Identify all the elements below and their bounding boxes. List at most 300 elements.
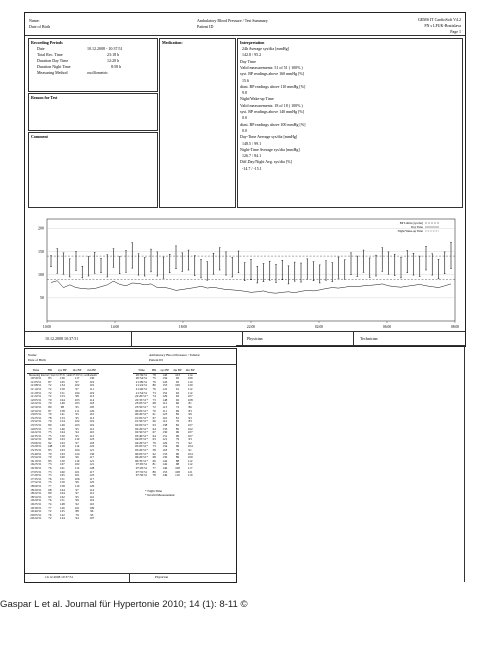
table-cell: 75: [175, 440, 180, 445]
table-cell: 13:55:51: [30, 422, 42, 427]
table-cell: 68: [152, 455, 156, 460]
table-cell: 05:20:51*: [135, 448, 148, 453]
table-cell: 111: [162, 408, 168, 413]
table-cell: 121: [89, 458, 95, 463]
table-cell: 91: [175, 386, 180, 391]
table-cell: 18:22:51: [30, 491, 42, 496]
table-cell: 146: [162, 466, 168, 471]
table-cell: 106: [74, 476, 80, 481]
y-tick-label: 200: [38, 225, 44, 231]
table-cell: 146: [59, 426, 65, 431]
table-cell: 165: [59, 473, 65, 478]
table-cell: 98: [75, 394, 79, 399]
legend-label: Night/Wake-up Time: [397, 229, 423, 234]
x-tick-label: 22:00: [246, 325, 256, 329]
table-cell: 11:22:51: [30, 394, 42, 399]
table-cell: 90: [175, 451, 180, 456]
table-cell: 14:22:51: [30, 430, 42, 435]
table-cell: 119: [89, 379, 95, 384]
table-note: * Invalid Measurement: [145, 493, 175, 497]
table-cell: 68: [48, 487, 52, 492]
table-cell: 96: [75, 455, 79, 460]
table-cell: 19:44:51: [30, 509, 42, 514]
figure-caption: Gaspar L et al. Journal für Hypertonie 2010; 14 (1): 8-11 ©: [0, 599, 248, 610]
table-cell: 129: [162, 394, 168, 399]
interpretation-line: 148.5 / 99.1: [242, 140, 262, 146]
table-cell: 76: [152, 386, 156, 391]
page2-right-rule: [464, 345, 465, 582]
table-cell: 72: [48, 390, 52, 395]
table-cell: 82: [175, 422, 180, 427]
table-cell: 153: [59, 415, 65, 420]
table-cell: 118: [89, 401, 95, 406]
table-cell: 117: [89, 455, 95, 460]
table-cell: 15:54:51: [30, 455, 42, 460]
table-cell: 92: [75, 501, 79, 506]
bp-chart: [25, 209, 465, 331]
interpretation-line: 24h Average sys/dia [mmHg]: [242, 46, 289, 51]
table-cell: 112: [89, 433, 95, 438]
table-cell: 121: [162, 437, 168, 442]
table-cell: 13:05:51: [30, 412, 42, 417]
table-cell: 112: [187, 462, 193, 467]
tabular-title: Ambulatory Blood Pressure / Tabular: [149, 353, 200, 357]
table-cell: 73: [48, 473, 52, 478]
table-cell: 17:35:51: [30, 476, 42, 481]
table-cell: 02:50:51*: [135, 430, 148, 435]
name-label: Name:: [29, 18, 40, 23]
table-cell: 164: [59, 397, 65, 402]
table-cell: 07:35:51: [135, 469, 148, 474]
table-cell: 133: [162, 426, 168, 431]
table-cell: 114: [74, 444, 80, 449]
column-header: sys BP: [55, 369, 70, 373]
table-cell: 02:20:51*: [135, 426, 148, 431]
table-cell: 20:24:51: [30, 516, 42, 521]
table-cell: 01:50:51*: [135, 419, 148, 424]
software-label: GEMS IT CardioSoft V4.2: [417, 17, 461, 22]
table-cell: 76: [48, 498, 52, 503]
table-cell: 130: [162, 455, 168, 460]
table-cell: 61: [152, 412, 156, 417]
table-cell: 21:24:51: [135, 383, 148, 388]
column-header: mn BP: [185, 368, 195, 372]
table-cell: 118: [162, 448, 168, 453]
table-cell: 92: [175, 390, 180, 395]
table-cell: 122: [89, 444, 95, 449]
table-cell: 66: [152, 419, 156, 424]
table-cell: 110: [74, 484, 80, 488]
recording-periods-box: [28, 38, 158, 92]
table-cell: 70: [175, 419, 180, 424]
table-cell: 92: [48, 440, 52, 445]
column-header: dia BP: [70, 369, 85, 373]
table-cell: 95: [75, 426, 79, 431]
footer-date: 10.12.2008 10:37:51: [45, 336, 79, 341]
table-cell: 97: [75, 440, 79, 445]
table-cell: 92: [175, 376, 180, 381]
table-cell: 23:50:51*: [135, 404, 148, 409]
table-cell: 17:05:51: [30, 469, 42, 474]
table-cell: 118: [89, 440, 95, 445]
table-cell: 114: [89, 487, 95, 492]
table-cell: 19:30:51: [30, 505, 42, 510]
table-cell: 103: [74, 397, 80, 402]
y-tick-label: 150: [38, 248, 44, 254]
table-cell: 153: [59, 394, 65, 399]
table-cell: 72: [48, 394, 52, 399]
table-cell: 99: [75, 480, 79, 485]
institution-label: FN s LFUK-Bratislava: [424, 23, 461, 28]
x-tick-label: 08:00: [450, 325, 460, 329]
table-cell: 82: [175, 412, 180, 417]
interpretation-line: Night/Wake-up Time: [240, 96, 274, 102]
table-cell: 158: [59, 484, 65, 488]
table-cell: 13:52:51: [30, 419, 42, 424]
table-cell: 70: [48, 419, 52, 424]
reason-box: [28, 93, 158, 131]
table-cell: 85: [175, 426, 180, 431]
table-cell: 110: [89, 501, 95, 506]
table-cell: 160: [59, 455, 65, 460]
table-cell: 126: [89, 484, 95, 488]
column-header: mn BP: [84, 369, 99, 373]
table-cell: 19:25:51: [30, 501, 42, 506]
report-page-summary: [24, 12, 466, 347]
table-cell: 96: [175, 430, 180, 435]
table-cell: 93: [188, 415, 192, 420]
medication-box: [159, 38, 236, 208]
table-cell: 164: [59, 430, 65, 435]
table-cell: 83: [188, 419, 192, 424]
table-cell: 154: [59, 419, 65, 424]
table-cell: 99: [188, 412, 192, 417]
x-tick-label: 06:00: [382, 325, 392, 329]
table-cell: 73: [48, 426, 52, 431]
table-cell: 06:05:51*: [135, 451, 148, 456]
table-cell: 75: [48, 433, 52, 438]
interpretation-line: 126.7 / 84.1: [242, 153, 262, 159]
table-cell: 77: [48, 505, 52, 510]
table-cell: 102: [74, 462, 80, 467]
table-cell: 77: [152, 466, 156, 471]
table-cell: 101: [74, 505, 80, 510]
table-cell: 122: [59, 512, 65, 517]
table-cell: 70: [48, 397, 52, 402]
table-cell: 15:35:51: [30, 448, 42, 453]
patient-id-label: Patient ID: [197, 24, 214, 29]
table-cell: 74: [152, 394, 156, 399]
table-cell: 112: [187, 390, 193, 395]
table-cell: 01:05:51*: [135, 415, 148, 420]
table-cell: 117: [89, 476, 95, 481]
interpretation-line: 142.8 / 95.2: [242, 52, 262, 58]
table-cell: 22:20:51*: [135, 394, 148, 399]
table-cell: 21:09:51: [135, 379, 148, 384]
table-cell: 73: [48, 469, 52, 474]
table-cell: 126: [162, 440, 168, 445]
pulse-line: [51, 281, 451, 294]
table-cell: 00:20:51*: [135, 412, 148, 417]
table-cell: 73: [48, 480, 52, 485]
table-cell: 153: [162, 469, 168, 474]
table-cell: 76: [48, 476, 52, 481]
period-value: 23:18 h: [107, 52, 120, 57]
table-cell: 151: [59, 390, 65, 395]
table-cell: 18:00:51: [30, 484, 42, 488]
table-cell: 64: [152, 433, 156, 438]
table-cell: 95: [75, 433, 79, 438]
tab-header-divider: [25, 364, 236, 365]
table-cell: 81: [175, 415, 180, 420]
table-cell: 17:52:51: [30, 480, 42, 485]
table-cell: 104: [74, 390, 80, 395]
table-cell: 64: [152, 426, 156, 431]
comment-title: Comment: [31, 134, 48, 139]
table-cell: 16:10:51: [30, 458, 42, 463]
table-cell: 91: [188, 448, 192, 453]
table-cell: 77: [48, 484, 52, 488]
table-cell: 101: [74, 469, 80, 474]
table-cell: 21:40:51: [135, 386, 148, 391]
interpretation-line: Day Time: [240, 58, 256, 64]
table-cell: 17:20:51: [30, 473, 42, 478]
header-divider: [25, 35, 465, 36]
table-cell: 75: [152, 376, 156, 381]
page-number: Page 1: [450, 29, 461, 34]
table-cell: 72: [175, 404, 180, 409]
table-cell: 142: [162, 458, 168, 463]
table-cell: 102: [187, 426, 193, 431]
table-cell: 93: [48, 494, 52, 499]
table-row: [27, 517, 99, 521]
table-cell: 121: [89, 448, 95, 453]
table-cell: 70: [48, 412, 52, 417]
table-cell: 151: [59, 498, 65, 503]
table-cell: 11:08:51: [30, 383, 42, 388]
x-tick-label: 18:00: [178, 325, 188, 329]
table-cell: 113: [89, 394, 95, 399]
readings-table-right: [133, 369, 197, 478]
table-cell: 97: [75, 491, 79, 496]
table-cell: 00:05:51*: [135, 408, 148, 413]
table-cell: 15:06:51: [30, 440, 42, 445]
table-cell: 149: [59, 422, 65, 427]
table-cell: 73: [152, 444, 156, 449]
table-cell: 162: [59, 494, 65, 499]
table-cell: 149: [162, 473, 168, 478]
table-cell: 11:14:51: [30, 386, 42, 391]
table-cell: 143: [162, 379, 168, 384]
table-cell: 163: [59, 437, 65, 442]
table-cell: 80: [48, 422, 52, 427]
table-cell: 96: [175, 444, 180, 449]
table-cell: 66: [152, 458, 156, 463]
tab-footer-date: 10.12.2008 10:37:51: [45, 575, 74, 579]
table-cell: 111: [89, 386, 95, 391]
x-tick-label: 02:00: [314, 325, 324, 329]
table-cell: 102: [74, 383, 80, 388]
table-cell: 131: [162, 433, 168, 438]
reason-title: Reason for Test: [31, 95, 58, 100]
table-cell: 107: [187, 430, 193, 435]
table-cell: 78: [48, 415, 52, 420]
column-header: HR: [151, 368, 157, 372]
table-cell: 140: [162, 372, 168, 377]
table-cell: 148: [47, 444, 53, 449]
table-cell: 62: [152, 451, 156, 456]
dob-label: Date of Birth: [29, 24, 51, 29]
interpretation-line: 15.6: [242, 77, 249, 83]
table-cell: 93: [188, 437, 192, 442]
table-cell: 70: [152, 408, 156, 413]
table-cell: 106: [187, 376, 193, 381]
table-cell: 07:20:51: [135, 466, 148, 471]
table-cell: 69: [175, 408, 180, 413]
table-cell: 13:25:51: [30, 415, 42, 420]
interpretation-line: 9.8: [242, 90, 247, 96]
table-cell: 108: [187, 397, 193, 402]
column-header: Time: [133, 369, 150, 373]
table-cell: 117: [187, 466, 193, 471]
table-cell: 06:20:51*: [135, 455, 148, 460]
interpretation-line: 0.0: [242, 127, 247, 133]
table-cell: 104: [187, 451, 193, 456]
tab-footer-divider: [25, 573, 236, 574]
column-header: sys BP: [160, 368, 170, 372]
table-cell: 72: [48, 516, 52, 521]
table-cell: 89: [152, 469, 156, 474]
table-cell: 10:50:51: [30, 376, 42, 381]
table-cell: 81: [152, 462, 156, 467]
table-cell: 16:39:51: [30, 466, 42, 471]
medication-title: Medication:: [162, 40, 183, 45]
table-cell: 88: [175, 458, 180, 463]
table-cell: 161: [59, 466, 65, 471]
table-cell: 142: [162, 462, 168, 467]
footer-divider: [25, 331, 465, 332]
period-value: 12:20 h: [107, 58, 120, 63]
table-header-row: [27, 369, 99, 373]
table-cell: 96: [90, 509, 94, 514]
report-page-tabular: [24, 348, 237, 583]
period-value: 10.12.2008 - 10:37:51: [87, 46, 123, 51]
table-cell: 89: [175, 455, 180, 460]
table-cell: 80: [152, 383, 156, 388]
table-cell: 04:05:51*: [135, 437, 148, 442]
page2-top-rule: [236, 345, 465, 346]
table-cell: 112: [162, 401, 168, 406]
interpretation-line: syst. BP readings above 160 mmHg [%]: [240, 71, 305, 77]
interpretation-line: Valid measurements: 51 of 51 ( 100% ): [240, 64, 303, 70]
table-cell: 78: [152, 473, 156, 478]
table-cell: 112: [74, 466, 80, 471]
period-label: Measuring Method: [37, 70, 68, 75]
table-cell: 163: [59, 451, 65, 456]
table-cell: 165: [59, 379, 65, 384]
table-cell: 67: [152, 415, 156, 420]
table-cell: 92: [175, 397, 180, 402]
table-cell: 93: [90, 512, 94, 517]
y-tick-label: 50: [40, 295, 44, 301]
table-cell: 75: [48, 430, 52, 435]
table-cell: 150: [59, 480, 65, 485]
table-cell: 96: [175, 433, 180, 438]
table-cell: 80: [48, 491, 52, 496]
x-tick-label: 14:00: [110, 325, 120, 329]
table-cell: 76: [48, 512, 52, 517]
table-cell: 95: [75, 404, 79, 409]
table-cell: 117: [74, 376, 80, 381]
table-cell: 70: [48, 401, 52, 406]
table-cell: 141: [59, 412, 65, 417]
table-cell: 103: [74, 422, 80, 427]
report-title: Ambulatory Blood Pressure / Test Summary: [197, 18, 268, 23]
table-cell: 107: [187, 433, 193, 438]
footer-sep-2: [242, 331, 243, 346]
table-cell: 94: [75, 430, 79, 435]
table-cell: 110: [74, 437, 80, 442]
table-cell: 87: [48, 408, 52, 413]
period-label: Duration Night Time: [37, 64, 71, 69]
table-cell: 103: [175, 372, 180, 377]
readings-table-left: [27, 369, 99, 521]
table-cell: 79: [175, 437, 180, 442]
table-cell: 95: [75, 412, 79, 417]
table-cell: 163: [59, 448, 65, 453]
table-cell: 80: [48, 437, 52, 442]
patient-id-label: Patient ID: [149, 358, 163, 362]
table-cell: 23:05:51*: [135, 401, 148, 406]
table-cell: 134: [162, 376, 168, 381]
column-header: dia BP: [173, 368, 182, 372]
table-cell: 112: [162, 419, 168, 424]
name-label: Name:: [28, 353, 38, 357]
table-cell: 11:05:51: [30, 379, 42, 384]
table-cell: 164: [59, 487, 65, 492]
table-cell: 66: [175, 401, 180, 406]
table-cell: 150: [59, 386, 65, 391]
table-cell: 98: [175, 462, 180, 467]
table-cell: 97: [75, 379, 79, 384]
table-cell: 134: [59, 383, 65, 388]
table-cell: 125: [59, 509, 65, 514]
table-cell: 20:54:51: [135, 376, 148, 381]
table-cell: 12:05:51: [30, 397, 42, 402]
table-cell: 97: [75, 487, 79, 492]
table-cell: 79: [175, 448, 180, 453]
table-cell: 05:05:51*: [135, 444, 148, 449]
table-cell: 113: [162, 404, 168, 409]
table-cell: 07:05:51: [135, 462, 148, 467]
table-cell: 81: [188, 401, 192, 406]
interpretation-title: Interpretation: [240, 40, 265, 45]
table-cell: 110: [74, 458, 80, 463]
table-cell: 70: [48, 455, 52, 460]
table-cell: 20:05:51: [30, 512, 42, 517]
interpretation-line: -14.7 / -15.1: [242, 165, 262, 171]
footer-sep-3: [353, 331, 354, 346]
table-cell: 79: [152, 440, 156, 445]
period-value: oscillometric: [87, 70, 108, 75]
table-cell: 110: [89, 430, 95, 435]
table-cell: 94: [75, 516, 79, 521]
recording-periods-title: Recording Periods: [31, 40, 63, 45]
period-label: Total Rec. Time: [37, 52, 63, 57]
table-cell: 72: [48, 383, 52, 388]
table-cell: 114: [187, 379, 193, 384]
table-cell: 119: [89, 390, 95, 395]
